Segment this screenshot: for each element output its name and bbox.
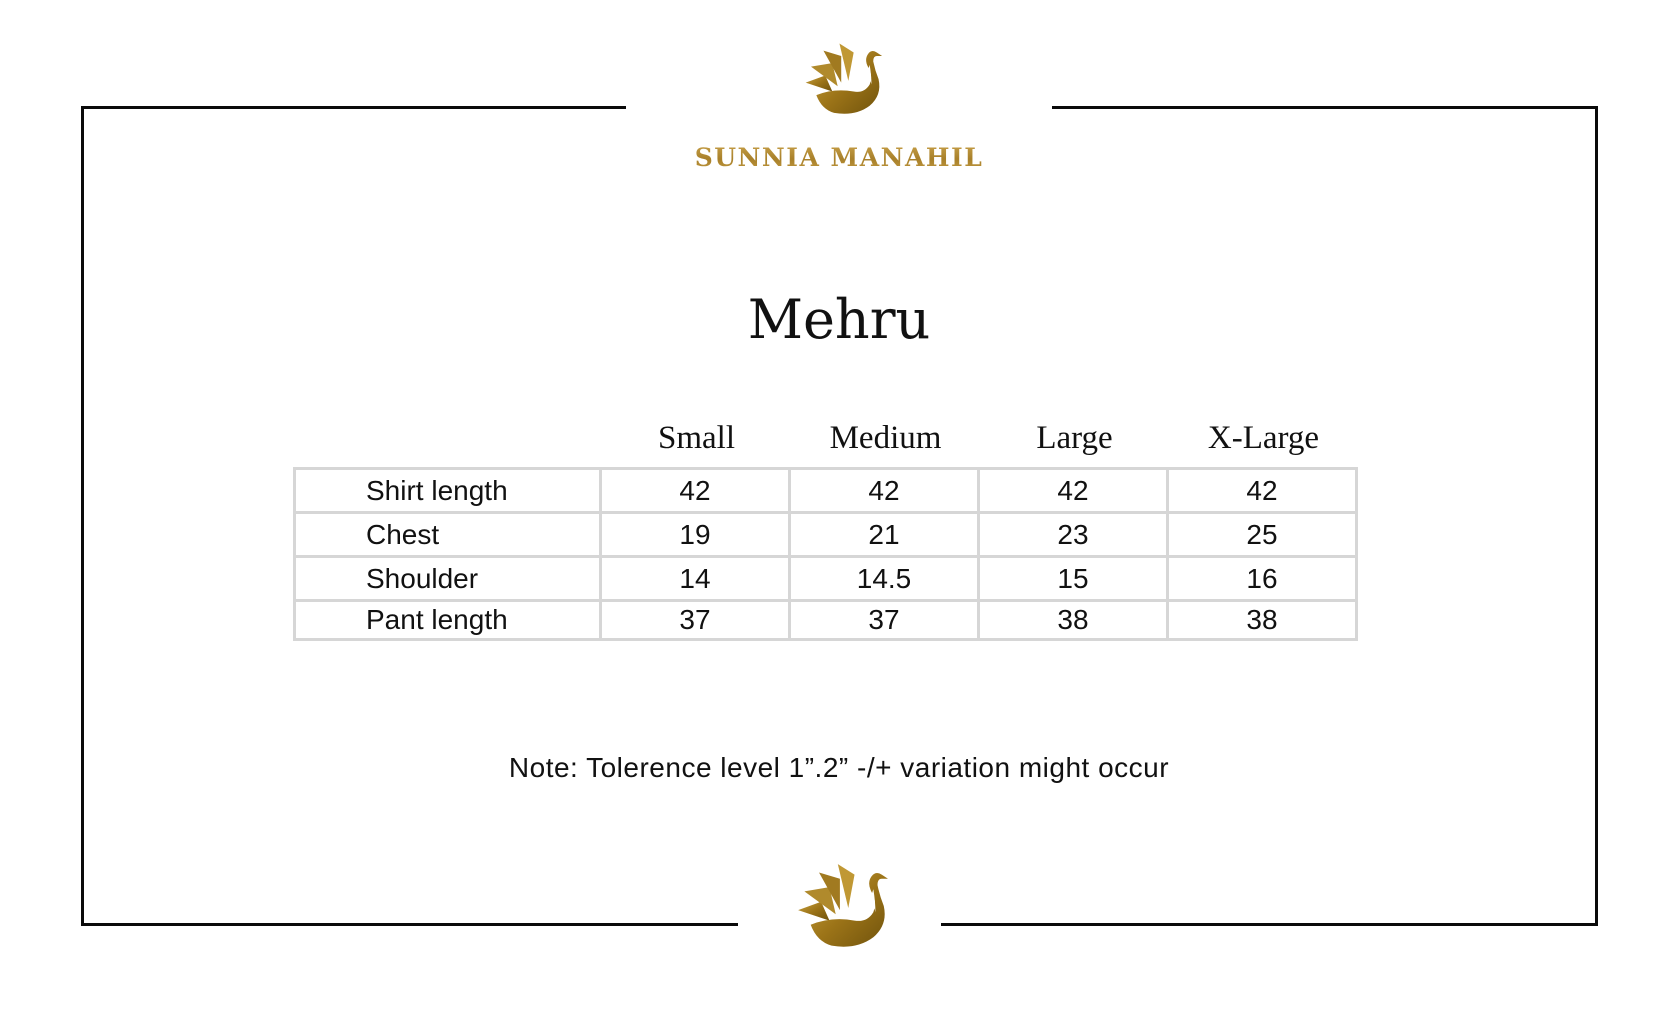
table-cell: 15 bbox=[979, 557, 1168, 601]
size-header-small: Small bbox=[657, 420, 735, 456]
table-cell: 38 bbox=[979, 601, 1168, 640]
size-header-large: Large bbox=[1036, 420, 1113, 456]
size-chart-table bbox=[293, 467, 1358, 641]
frame-left-line bbox=[81, 106, 84, 926]
gold-swan-icon bbox=[788, 860, 896, 954]
table-cell: 16 bbox=[1168, 557, 1357, 601]
table-row bbox=[295, 557, 1357, 601]
table-cell: 42 bbox=[979, 469, 1168, 513]
size-column-headers bbox=[602, 418, 1358, 458]
table-cell: 23 bbox=[979, 513, 1168, 557]
table-cell: 21 bbox=[790, 513, 979, 557]
table-cell: 14.5 bbox=[790, 557, 979, 601]
table-row bbox=[295, 601, 1357, 640]
gold-swan-icon bbox=[798, 40, 888, 120]
table-cell: 42 bbox=[1168, 469, 1357, 513]
product-title: Mehru bbox=[747, 288, 931, 351]
frame-right-line bbox=[1595, 106, 1598, 926]
frame-bottom-left-line bbox=[81, 923, 738, 926]
size-header-x-large: X-Large bbox=[1207, 420, 1320, 456]
frame-bottom-right-line bbox=[941, 923, 1598, 926]
frame-top-right-line bbox=[1052, 106, 1598, 109]
table-cell: 25 bbox=[1168, 513, 1357, 557]
table-row bbox=[295, 513, 1357, 557]
table-row bbox=[295, 469, 1357, 513]
brand-name: SUNNIA MANAHIL bbox=[0, 143, 1678, 172]
table-cell: 42 bbox=[790, 469, 979, 513]
table-cell: 37 bbox=[601, 601, 790, 640]
row-label-shirt-length: Shirt length bbox=[295, 469, 601, 513]
table-cell: 38 bbox=[1168, 601, 1357, 640]
table-cell: 37 bbox=[790, 601, 979, 640]
frame-top-left-line bbox=[81, 106, 626, 109]
tolerance-note: Note: Tolerence level 1”.2” -/+ variation might occur bbox=[508, 752, 1170, 783]
table-cell: 19 bbox=[601, 513, 790, 557]
size-header-medium: Medium bbox=[829, 420, 942, 456]
table-cell: 42 bbox=[601, 469, 790, 513]
row-label-chest: Chest bbox=[295, 513, 601, 557]
row-label-shoulder: Shoulder bbox=[295, 557, 601, 601]
table-cell: 14 bbox=[601, 557, 790, 601]
row-label-pant-length: Pant length bbox=[295, 601, 601, 640]
